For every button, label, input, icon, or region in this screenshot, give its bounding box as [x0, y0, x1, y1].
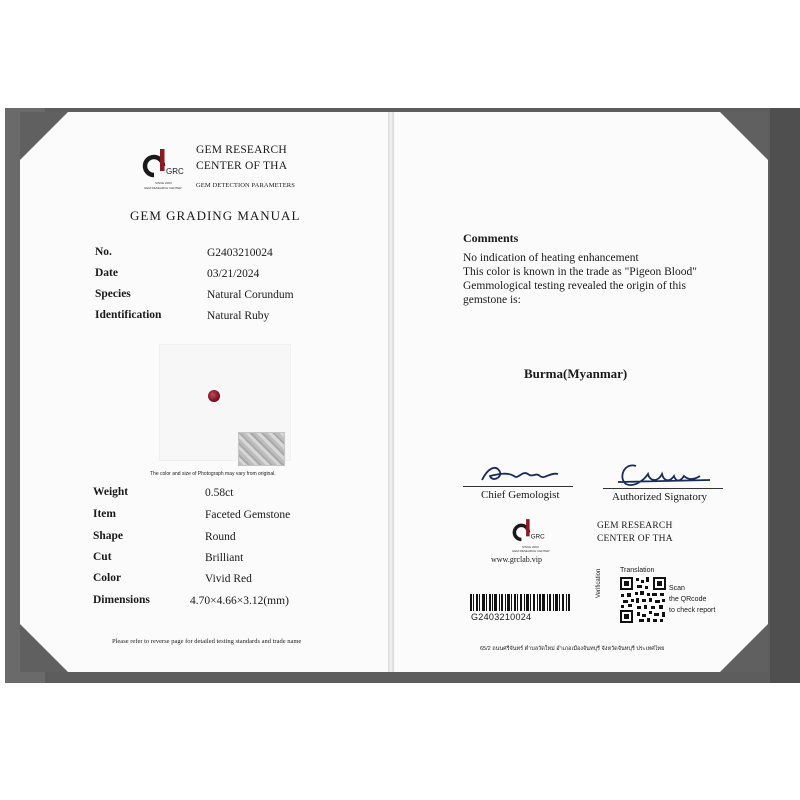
lab-website[interactable]: www.grclab.vip — [491, 555, 543, 564]
logo-letters: GRC — [530, 533, 545, 541]
comments-title: Comments — [463, 231, 519, 245]
corner-pocket — [20, 624, 68, 672]
ruby-gem-image — [208, 390, 220, 402]
folder-edge-right — [770, 108, 800, 683]
hologram-sticker — [238, 432, 285, 466]
verification-label: Verification — [596, 568, 602, 598]
comment-line: No indication of heating enhancement — [463, 252, 639, 264]
field-value-species: Natural Corundum — [207, 289, 294, 301]
signature-line — [603, 488, 723, 489]
field-label-cut: Cut — [93, 551, 112, 563]
lab-name-line1: GEM RESEARCH — [196, 144, 287, 156]
signature-line — [463, 486, 573, 487]
footnote: Please refer to reverse page for detailed testing standards and trade name — [112, 638, 302, 645]
authorized-signatory-signature — [614, 458, 714, 488]
translation-label: Translation — [620, 567, 655, 574]
barcode-number: G2403210024 — [471, 612, 532, 622]
field-value-no: G2403210024 — [207, 247, 273, 259]
field-label-no: No. — [95, 246, 112, 258]
field-value-color: Vivid Red — [205, 573, 252, 585]
lab-name — [597, 520, 673, 546]
field-value-date: 03/21/2024 — [207, 268, 260, 280]
scan-instruction: the QRcode — [669, 596, 707, 603]
origin-value: Burma(Myanmar) — [524, 366, 628, 381]
comment-line: Gemmological testing revealed the origin of this — [463, 280, 686, 292]
corner-pocket — [720, 112, 768, 160]
lab-subtitle: GEM DETECTION PARAMETERS — [196, 182, 295, 189]
document-title: GEM GRADING MANUAL — [130, 208, 301, 223]
photo-note: The color and size of Photograph may vary from original. — [150, 471, 276, 477]
lab-name-line2: CENTER OF THA — [597, 534, 673, 544]
scan-instruction: Scan — [669, 585, 685, 592]
lab-name-line1: GEM RESEARCH — [597, 521, 673, 531]
field-value-cut: Brilliant — [205, 552, 244, 564]
field-label-weight: Weight — [93, 486, 129, 498]
logo-center-text: GEM RESEARCH CENTER — [144, 186, 182, 190]
comment-line: This color is known in the trade as "Pigeon Blood" — [463, 266, 697, 278]
grc-logo — [140, 145, 190, 191]
field-value-shape: Round — [205, 531, 236, 543]
chief-gemologist-label: Chief Gemologist — [481, 489, 560, 501]
logo-since: SINCE 2003 — [522, 545, 539, 549]
field-value-weight: 0.58ct — [205, 487, 234, 499]
field-label-date: Date — [95, 267, 118, 279]
corner-pocket — [20, 112, 68, 160]
logo-center-text: GEM RESEARCH CENTER — [512, 549, 550, 553]
field-value-dimensions: 4.70×4.66×3.12(mm) — [190, 595, 289, 607]
chief-gemologist-signature — [478, 458, 568, 488]
corner-pocket — [720, 624, 768, 672]
certificate-right-page — [392, 112, 768, 672]
lab-name-line2: CENTER OF THA — [196, 160, 288, 172]
folder-spine — [388, 112, 394, 672]
field-label-species: Species — [95, 288, 131, 300]
field-value-item: Faceted Gemstone — [205, 509, 291, 521]
field-label-color: Color — [93, 572, 122, 584]
lab-address: 65/2 ถนนศรีจันทร์ ตำบลวัดใหม่ อำเภอเมืองจันทบุรี จังหวัดจันทบุรี ประเทศไทย — [480, 646, 665, 652]
report-barcode — [470, 594, 570, 611]
field-label-item: Item — [93, 508, 116, 520]
field-label-identification: Identification — [95, 309, 162, 321]
authorized-signatory-label: Authorized Signatory — [612, 491, 708, 503]
scan-instruction: to check report — [669, 607, 716, 614]
logo-since: SINCE 2003 — [155, 181, 172, 185]
verification-qr-code[interactable] — [619, 576, 667, 624]
comment-line: gemstone is: — [463, 294, 521, 306]
logo-letters: GRC — [166, 167, 184, 176]
lab-name — [196, 142, 287, 174]
field-label-dimensions: Dimensions — [93, 594, 150, 606]
field-value-identification: Natural Ruby — [207, 310, 270, 322]
field-label-shape: Shape — [93, 530, 124, 542]
